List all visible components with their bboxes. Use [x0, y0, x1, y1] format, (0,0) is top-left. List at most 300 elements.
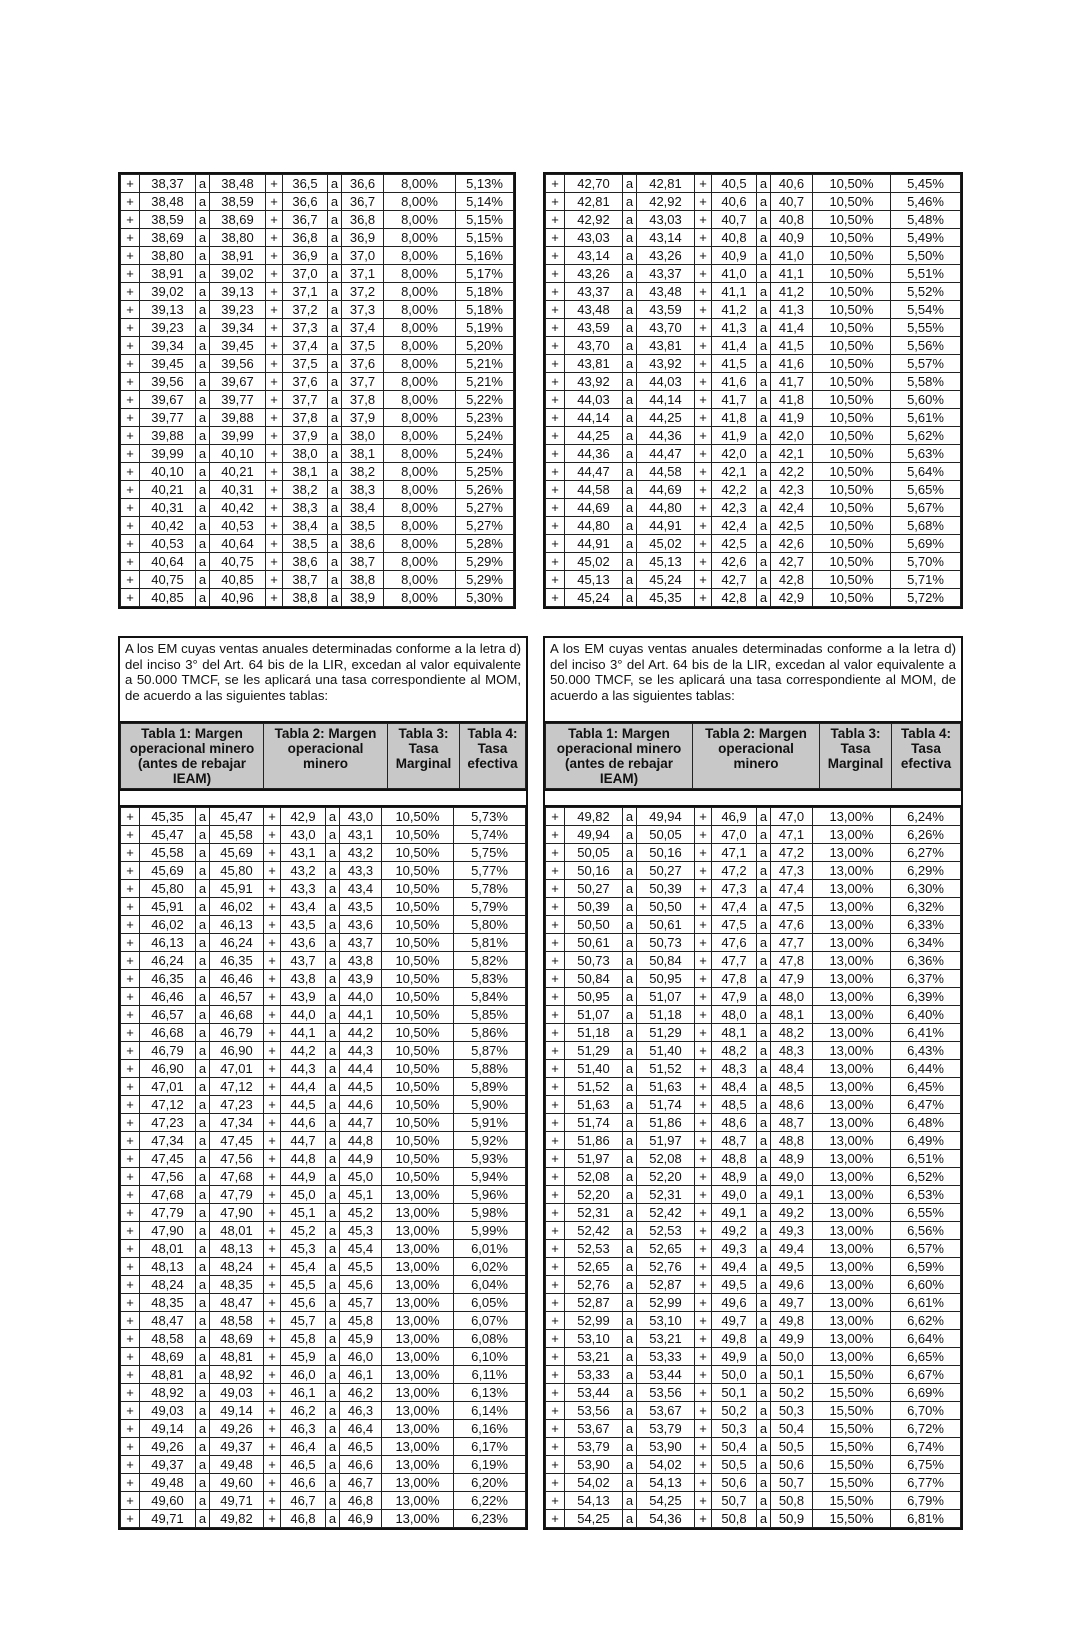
range-a: a: [196, 1474, 210, 1492]
table-row: [546, 1258, 961, 1276]
margin-from: 43,5: [281, 916, 326, 934]
plus-sign: +: [695, 1096, 712, 1114]
table-row: [121, 1150, 526, 1168]
effective-rate: 5,57%: [891, 355, 961, 373]
marginal-rate: 8,00%: [384, 553, 456, 571]
mom-to: 51,29: [637, 1024, 695, 1042]
plus-sign: +: [121, 589, 140, 607]
margin-to: 44,3: [340, 1042, 382, 1060]
margin-from: 49,0: [712, 1186, 757, 1204]
mom-to: 46,90: [210, 1042, 264, 1060]
table-row: [121, 1222, 526, 1240]
mom-from: 47,23: [140, 1114, 196, 1132]
mom-from: 45,02: [565, 553, 623, 571]
range-a: a: [757, 1132, 771, 1150]
effective-rate: 5,74%: [454, 826, 526, 844]
mom-to: 49,37: [210, 1438, 264, 1456]
plus-sign: +: [546, 589, 565, 607]
range-a: a: [757, 283, 771, 301]
marginal-rate: 13,00%: [813, 1330, 891, 1348]
margin-to: 37,5: [342, 337, 384, 355]
table-row: [546, 1294, 961, 1312]
margin-to: 48,6: [771, 1096, 813, 1114]
effective-rate: 5,88%: [454, 1060, 526, 1078]
plus-sign: +: [546, 1096, 565, 1114]
range-a: a: [326, 880, 340, 898]
table-row: [546, 481, 961, 499]
range-a: a: [196, 862, 210, 880]
plus-sign: +: [695, 319, 712, 337]
margin-from: 50,8: [712, 1510, 757, 1528]
margin-to: 37,9: [342, 409, 384, 427]
range-a: a: [623, 265, 637, 283]
plus-sign: +: [546, 1438, 565, 1456]
margin-from: 45,2: [281, 1222, 326, 1240]
margin-from: 37,8: [283, 409, 328, 427]
mom-from: 50,61: [565, 934, 623, 952]
range-a: a: [326, 1114, 340, 1132]
plus-sign: +: [695, 1510, 712, 1528]
top-left-table: [118, 172, 516, 609]
marginal-rate: 13,00%: [382, 1438, 454, 1456]
margin-to: 47,2: [771, 844, 813, 862]
marginal-rate: 8,00%: [384, 319, 456, 337]
range-a: a: [328, 193, 342, 211]
mom-to: 46,24: [210, 934, 264, 952]
range-a: a: [757, 1366, 771, 1384]
table-row: [121, 1006, 526, 1024]
mom-to: 45,02: [637, 535, 695, 553]
plus-sign: +: [264, 1006, 281, 1024]
mom-from: 46,57: [140, 1006, 196, 1024]
plus-sign: +: [546, 826, 565, 844]
range-a: a: [328, 211, 342, 229]
mom-to: 38,69: [210, 211, 266, 229]
mom-from: 39,99: [140, 445, 196, 463]
range-a: a: [196, 1456, 210, 1474]
mom-to: 39,99: [210, 427, 266, 445]
mom-to: 47,56: [210, 1150, 264, 1168]
plus-sign: +: [264, 1438, 281, 1456]
range-a: a: [328, 229, 342, 247]
table-row: [121, 1258, 526, 1276]
range-a: a: [326, 1186, 340, 1204]
plus-sign: +: [264, 1276, 281, 1294]
mom-to: 43,70: [637, 319, 695, 337]
plus-sign: +: [695, 589, 712, 607]
mom-from: 45,91: [140, 898, 196, 916]
table-row: [546, 1114, 961, 1132]
effective-rate: 6,32%: [891, 898, 961, 916]
effective-rate: 5,83%: [454, 970, 526, 988]
margin-to: 41,4: [771, 319, 813, 337]
range-a: a: [326, 916, 340, 934]
range-a: a: [623, 898, 637, 916]
mom-to: 43,59: [637, 301, 695, 319]
range-a: a: [326, 1438, 340, 1456]
mom-from: 51,63: [565, 1096, 623, 1114]
table-row: [546, 265, 961, 283]
range-a: a: [757, 1024, 771, 1042]
table-row: [121, 1042, 526, 1060]
margin-from: 43,6: [281, 934, 326, 952]
mom-from: 44,80: [565, 517, 623, 535]
marginal-rate: 10,50%: [813, 337, 891, 355]
margin-from: 42,5: [712, 535, 757, 553]
range-a: a: [623, 1312, 637, 1330]
range-a: a: [757, 1294, 771, 1312]
range-a: a: [757, 1240, 771, 1258]
range-a: a: [757, 391, 771, 409]
plus-sign: +: [121, 355, 140, 373]
marginal-rate: 13,00%: [813, 1204, 891, 1222]
mom-to: 53,90: [637, 1438, 695, 1456]
margin-to: 47,8: [771, 952, 813, 970]
mom-from: 45,47: [140, 826, 196, 844]
plus-sign: +: [266, 301, 283, 319]
effective-rate: 6,07%: [454, 1312, 526, 1330]
table-row: [546, 517, 961, 535]
mom-to: 40,31: [210, 481, 266, 499]
margin-from: 42,4: [712, 517, 757, 535]
marginal-rate: 13,00%: [813, 826, 891, 844]
range-a: a: [326, 1042, 340, 1060]
range-a: a: [326, 844, 340, 862]
plus-sign: +: [121, 481, 140, 499]
plus-sign: +: [264, 1384, 281, 1402]
mom-from: 51,74: [565, 1114, 623, 1132]
mom-to: 53,56: [637, 1384, 695, 1402]
mom-to: 51,63: [637, 1078, 695, 1096]
table-row: [121, 808, 526, 826]
margin-to: 48,1: [771, 1006, 813, 1024]
plus-sign: +: [546, 175, 565, 193]
table-row: [121, 916, 526, 934]
margin-from: 46,6: [281, 1474, 326, 1492]
margin-from: 46,8: [281, 1510, 326, 1528]
marginal-rate: 13,00%: [813, 1186, 891, 1204]
mom-from: 48,01: [140, 1240, 196, 1258]
effective-rate: 5,56%: [891, 337, 961, 355]
margin-to: 48,3: [771, 1042, 813, 1060]
effective-rate: 5,73%: [454, 808, 526, 826]
plus-sign: +: [121, 193, 140, 211]
marginal-rate: 15,50%: [813, 1492, 891, 1510]
marginal-rate: 10,50%: [813, 211, 891, 229]
range-a: a: [196, 970, 210, 988]
margin-to: 42,9: [771, 589, 813, 607]
margin-from: 45,7: [281, 1312, 326, 1330]
table-row: [546, 499, 961, 517]
plus-sign: +: [121, 1186, 140, 1204]
mom-from: 45,80: [140, 880, 196, 898]
mom-to: 50,73: [637, 934, 695, 952]
plus-sign: +: [695, 175, 712, 193]
mom-from: 40,21: [140, 481, 196, 499]
plus-sign: +: [695, 337, 712, 355]
plus-sign: +: [546, 337, 565, 355]
marginal-rate: 13,00%: [382, 1384, 454, 1402]
range-a: a: [328, 499, 342, 517]
plus-sign: +: [695, 229, 712, 247]
marginal-rate: 13,00%: [813, 952, 891, 970]
marginal-rate: 10,50%: [813, 319, 891, 337]
mom-to: 44,25: [637, 409, 695, 427]
effective-rate: 6,43%: [891, 1042, 961, 1060]
effective-rate: 6,81%: [891, 1510, 961, 1528]
table-row: [121, 1096, 526, 1114]
mom-to: 53,10: [637, 1312, 695, 1330]
effective-rate: 5,68%: [891, 517, 961, 535]
margin-from: 49,8: [712, 1330, 757, 1348]
mom-from: 47,90: [140, 1222, 196, 1240]
margin-to: 48,8: [771, 1132, 813, 1150]
range-a: a: [623, 1258, 637, 1276]
margin-from: 48,4: [712, 1078, 757, 1096]
margin-from: 50,6: [712, 1474, 757, 1492]
marginal-rate: 13,00%: [813, 1096, 891, 1114]
margin-from: 50,5: [712, 1456, 757, 1474]
effective-rate: 6,13%: [454, 1384, 526, 1402]
range-a: a: [757, 409, 771, 427]
table-row: [546, 1456, 961, 1474]
range-a: a: [326, 1402, 340, 1420]
plus-sign: +: [695, 427, 712, 445]
margin-to: 43,7: [340, 934, 382, 952]
effective-rate: 5,45%: [891, 175, 961, 193]
range-a: a: [328, 337, 342, 355]
margin-from: 42,7: [712, 571, 757, 589]
range-a: a: [196, 844, 210, 862]
range-a: a: [757, 1204, 771, 1222]
header-tabla-1: Tabla 1: Margen operacional minero (antes de rebajar IEAM): [121, 724, 264, 789]
range-a: a: [757, 337, 771, 355]
plus-sign: +: [695, 283, 712, 301]
range-a: a: [757, 355, 771, 373]
mom-to: 39,45: [210, 337, 266, 355]
range-a: a: [623, 934, 637, 952]
range-a: a: [757, 880, 771, 898]
margin-to: 43,1: [340, 826, 382, 844]
mom-to: 50,50: [637, 898, 695, 916]
effective-rate: 6,11%: [454, 1366, 526, 1384]
mom-from: 48,35: [140, 1294, 196, 1312]
margin-to: 41,0: [771, 247, 813, 265]
margin-to: 45,0: [340, 1168, 382, 1186]
plus-sign: +: [264, 1510, 281, 1528]
mom-to: 51,52: [637, 1060, 695, 1078]
marginal-rate: 10,50%: [382, 1078, 454, 1096]
range-a: a: [623, 355, 637, 373]
table-row: [546, 1024, 961, 1042]
margin-from: 41,1: [712, 283, 757, 301]
marginal-rate: 13,00%: [813, 970, 891, 988]
plus-sign: +: [264, 916, 281, 934]
effective-rate: 5,98%: [454, 1204, 526, 1222]
range-a: a: [196, 1330, 210, 1348]
plus-sign: +: [546, 1006, 565, 1024]
effective-rate: 5,92%: [454, 1132, 526, 1150]
marginal-rate: 15,50%: [813, 1384, 891, 1402]
range-a: a: [623, 373, 637, 391]
table-row: [546, 1204, 961, 1222]
marginal-rate: 10,50%: [813, 355, 891, 373]
margin-from: 38,1: [283, 463, 328, 481]
plus-sign: +: [695, 535, 712, 553]
mom-from: 53,44: [565, 1384, 623, 1402]
marginal-rate: 15,50%: [813, 1510, 891, 1528]
plus-sign: +: [266, 373, 283, 391]
range-a: a: [757, 517, 771, 535]
mom-from: 47,79: [140, 1204, 196, 1222]
header-row-right: [546, 724, 961, 789]
mom-to: 54,36: [637, 1510, 695, 1528]
marginal-rate: 10,50%: [382, 1168, 454, 1186]
margin-to: 49,4: [771, 1240, 813, 1258]
table-row: [546, 934, 961, 952]
mom-from: 38,91: [140, 265, 196, 283]
plus-sign: +: [121, 1312, 140, 1330]
margin-to: 49,7: [771, 1294, 813, 1312]
range-a: a: [623, 952, 637, 970]
mom-to: 47,34: [210, 1114, 264, 1132]
marginal-rate: 13,00%: [382, 1258, 454, 1276]
table-row: [121, 463, 514, 481]
effective-rate: 6,77%: [891, 1474, 961, 1492]
range-a: a: [196, 553, 210, 571]
margin-to: 38,1: [342, 445, 384, 463]
marginal-rate: 10,50%: [813, 229, 891, 247]
range-a: a: [757, 1096, 771, 1114]
top-right-rows: [546, 175, 961, 607]
range-a: a: [623, 862, 637, 880]
table-row: [546, 1078, 961, 1096]
marginal-rate: 10,50%: [813, 553, 891, 571]
effective-rate: 6,51%: [891, 1150, 961, 1168]
range-a: a: [757, 1312, 771, 1330]
margin-from: 36,8: [283, 229, 328, 247]
plus-sign: +: [266, 355, 283, 373]
range-a: a: [196, 463, 210, 481]
margin-from: 48,3: [712, 1060, 757, 1078]
range-a: a: [196, 1150, 210, 1168]
plus-sign: +: [264, 1132, 281, 1150]
plus-sign: +: [546, 535, 565, 553]
table-row: [121, 1402, 526, 1420]
margin-to: 36,8: [342, 211, 384, 229]
plus-sign: +: [695, 1276, 712, 1294]
mom-from: 40,53: [140, 535, 196, 553]
effective-rate: 5,23%: [456, 409, 514, 427]
range-a: a: [757, 319, 771, 337]
effective-rate: 6,10%: [454, 1348, 526, 1366]
mom-to: 50,16: [637, 844, 695, 862]
margin-from: 46,2: [281, 1402, 326, 1420]
range-a: a: [757, 1420, 771, 1438]
plus-sign: +: [121, 1150, 140, 1168]
range-a: a: [328, 427, 342, 445]
mom-from: 43,03: [565, 229, 623, 247]
margin-to: 38,2: [342, 463, 384, 481]
mom-from: 39,77: [140, 409, 196, 427]
plus-sign: +: [264, 880, 281, 898]
mom-to: 53,33: [637, 1348, 695, 1366]
range-a: a: [196, 1510, 210, 1528]
marginal-rate: 8,00%: [384, 373, 456, 391]
plus-sign: +: [121, 1384, 140, 1402]
marginal-rate: 13,00%: [813, 1222, 891, 1240]
effective-rate: 5,65%: [891, 481, 961, 499]
plus-sign: +: [121, 1294, 140, 1312]
margin-from: 40,8: [712, 229, 757, 247]
mom-to: 52,76: [637, 1258, 695, 1276]
mom-to: 48,47: [210, 1294, 264, 1312]
mom-from: 43,26: [565, 265, 623, 283]
marginal-rate: 8,00%: [384, 229, 456, 247]
margin-to: 50,3: [771, 1402, 813, 1420]
mom-from: 52,20: [565, 1186, 623, 1204]
plus-sign: +: [695, 1060, 712, 1078]
mom-from: 53,67: [565, 1420, 623, 1438]
effective-rate: 5,75%: [454, 844, 526, 862]
plus-sign: +: [266, 211, 283, 229]
plus-sign: +: [121, 373, 140, 391]
plus-sign: +: [695, 1384, 712, 1402]
range-a: a: [196, 1402, 210, 1420]
plus-sign: +: [546, 283, 565, 301]
plus-sign: +: [695, 1258, 712, 1276]
plus-sign: +: [546, 571, 565, 589]
plus-sign: +: [266, 283, 283, 301]
range-a: a: [623, 1276, 637, 1294]
table-row: [121, 1132, 526, 1150]
margin-to: 46,7: [340, 1474, 382, 1492]
header-tabla-2: Tabla 2: Margen operacional minero: [264, 724, 388, 789]
table-row: [546, 337, 961, 355]
marginal-rate: 10,50%: [382, 952, 454, 970]
effective-rate: 6,22%: [454, 1492, 526, 1510]
margin-from: 44,6: [281, 1114, 326, 1132]
effective-rate: 5,30%: [456, 589, 514, 607]
margin-from: 37,6: [283, 373, 328, 391]
margin-to: 38,3: [342, 481, 384, 499]
plus-sign: +: [264, 1420, 281, 1438]
mom-to: 51,86: [637, 1114, 695, 1132]
margin-from: 44,9: [281, 1168, 326, 1186]
mom-to: 48,92: [210, 1366, 264, 1384]
marginal-rate: 8,00%: [384, 193, 456, 211]
plus-sign: +: [546, 1204, 565, 1222]
marginal-rate: 13,00%: [813, 1042, 891, 1060]
table-row: [121, 175, 514, 193]
mom-from: 40,31: [140, 499, 196, 517]
range-a: a: [623, 1348, 637, 1366]
effective-rate: 5,51%: [891, 265, 961, 283]
table-row: [546, 445, 961, 463]
mom-to: 39,34: [210, 319, 266, 337]
range-a: a: [623, 1042, 637, 1060]
range-a: a: [326, 1510, 340, 1528]
range-a: a: [623, 553, 637, 571]
range-a: a: [623, 1150, 637, 1168]
marginal-rate: 10,50%: [813, 571, 891, 589]
effective-rate: 6,23%: [454, 1510, 526, 1528]
marginal-rate: 13,00%: [813, 1078, 891, 1096]
table-row: [546, 826, 961, 844]
margin-from: 44,7: [281, 1132, 326, 1150]
range-a: a: [196, 193, 210, 211]
mom-to: 40,85: [210, 571, 266, 589]
